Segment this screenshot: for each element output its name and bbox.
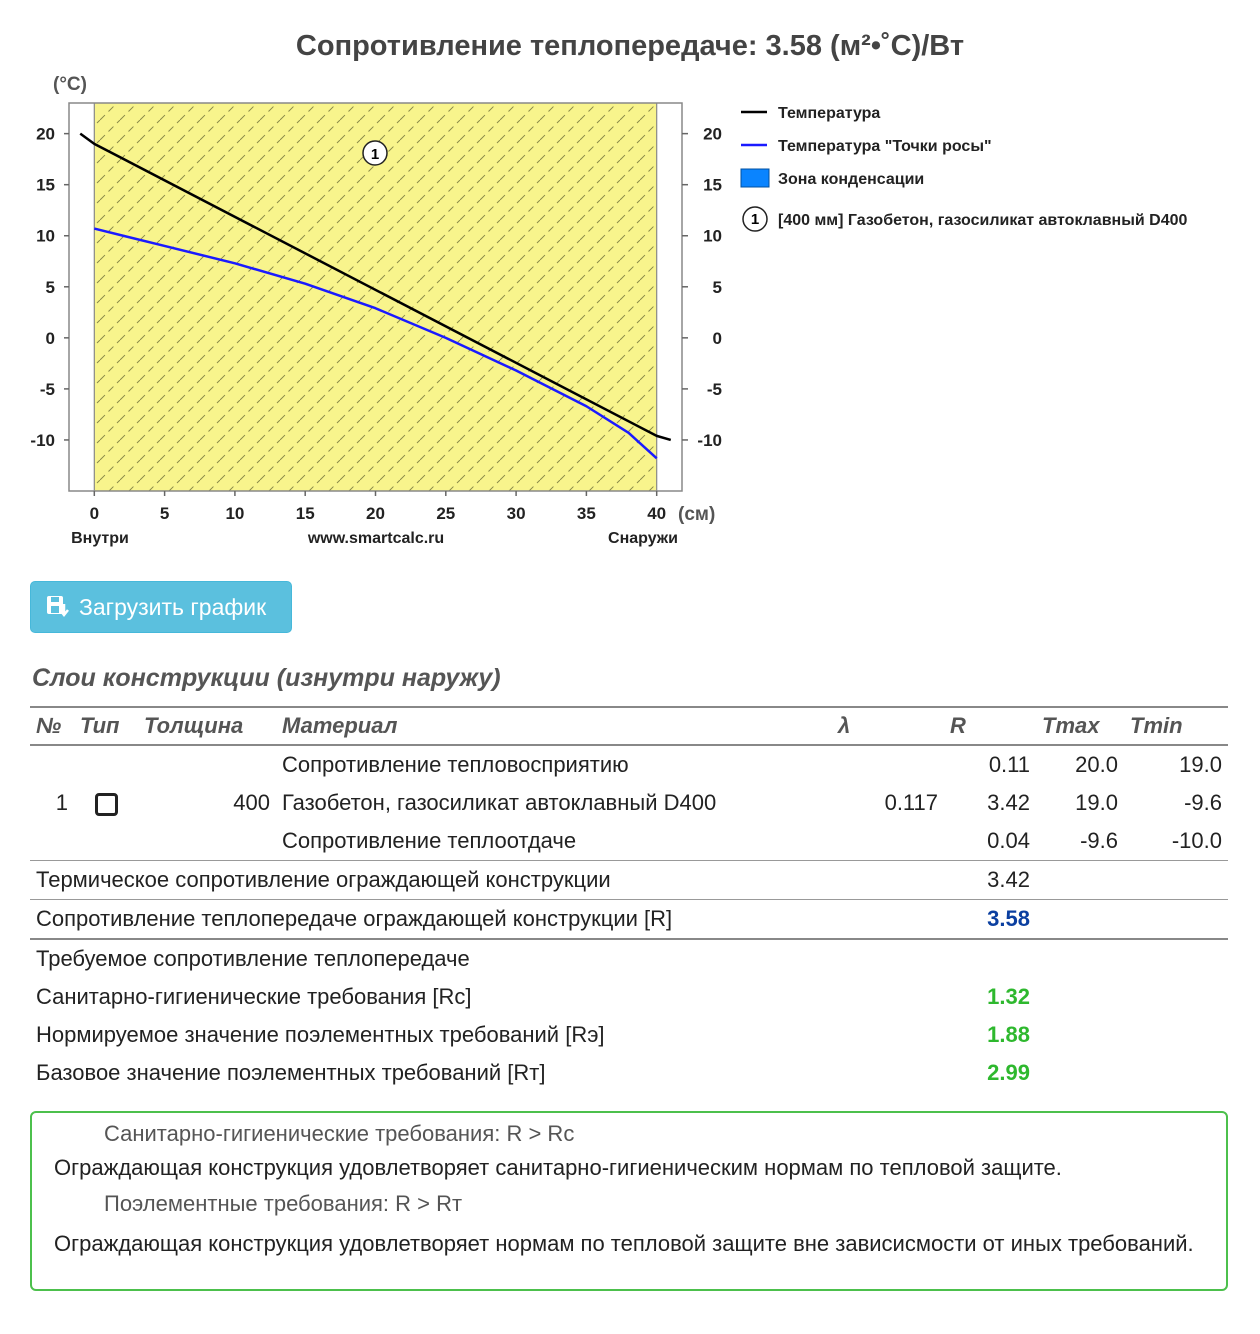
y-tick-label-left: 15 (36, 175, 55, 195)
download-chart-label: Загрузить график (79, 593, 267, 620)
x-tick-label: 40 (647, 504, 667, 523)
x-tick-label: 5 (159, 504, 170, 523)
layer-type-icon[interactable] (95, 793, 118, 816)
base-requirement-label: Базовое значение поэлементных требований [Rт] (36, 1060, 546, 1085)
y-tick-label-left: 20 (36, 124, 55, 144)
y-tick-label-right: 15 (703, 175, 722, 195)
temperature-chart (0, 0, 1260, 560)
sanitary-check: Санитарно-гигиенические требования: R > Rс (104, 1121, 575, 1146)
col-material: Материал (276, 707, 832, 745)
y-tick-label-left: -5 (39, 379, 55, 399)
row-tmax: 20.0 (1075, 752, 1118, 777)
row-r: 0.11 (988, 752, 1030, 777)
row-material: Сопротивление теплоотдаче (282, 828, 577, 853)
legend-box-swatch (741, 169, 769, 187)
row-thickness: 400 (233, 790, 270, 815)
row-tmin: 19.0 (1179, 752, 1222, 777)
row-tmax: -9.6 (1080, 828, 1118, 853)
x-tick-label: 20 (366, 504, 385, 523)
y-tick-label-left: 5 (45, 277, 55, 297)
base-requirement-value: 2.99 (987, 1060, 1030, 1085)
row-tmin: -9.6 (1184, 790, 1222, 815)
row-lambda (832, 822, 944, 861)
required-resistance-row (30, 939, 1228, 978)
table-header-row (30, 707, 1228, 745)
heat-transfer-resistance-label: Сопротивление теплопередаче ограждающей конструкции [R] (30, 900, 944, 940)
base-requirement-row (30, 1054, 1228, 1092)
row-tmin: -10.0 (1171, 828, 1222, 853)
chart-legend (741, 105, 1188, 231)
row-r: 0.04 (987, 828, 1030, 853)
y-tick-label-right: -5 (706, 379, 722, 399)
thermal-resistance-label: Термическое сопротивление ограждающей конструкции (30, 861, 944, 900)
legend-label: Температура "Точки росы" (778, 138, 992, 155)
x-tick-label: 30 (506, 504, 526, 523)
x-tick-label: 25 (436, 504, 456, 523)
layer-badge (363, 141, 387, 165)
col-tmax: Tmax (1036, 707, 1124, 745)
row-lambda (832, 745, 944, 784)
row-material: Газобетон, газосиликат автоклавный D400 (282, 790, 717, 815)
layers-section-title: Слои конструкции (изнутри наружу) (32, 664, 501, 692)
normative-requirement-row (30, 1016, 1228, 1054)
sanitary-requirement-label: Санитарно-гигиенические требования [Rс] (36, 984, 472, 1009)
thermal-resistance-value: 3.42 (944, 861, 1036, 900)
legend-label: Зона конденсации (778, 171, 925, 188)
y-tick-label-left: 0 (45, 328, 55, 348)
y-tick-label-right: -10 (697, 430, 722, 450)
y-tick-label-left: 10 (36, 226, 55, 246)
sanitary-result: Ограждающая конструкция удовлетворяет санитарно-гигиеническим нормам по тепловой защите. (54, 1155, 1062, 1180)
col-type: Тип (74, 707, 138, 745)
col-tmin: Tmin (1124, 707, 1228, 745)
y-tick-label-left: -10 (30, 430, 55, 450)
row-r: 3.42 (987, 790, 1030, 815)
thermal-resistance-row (30, 861, 1228, 900)
col-num: № (30, 707, 74, 745)
table-row (30, 745, 1228, 784)
floppy-download-icon (45, 594, 71, 620)
x-label-inside: Внутри (71, 530, 129, 547)
element-check: Поэлементные требования: R > Rт (104, 1191, 463, 1216)
legend-label: Температура (778, 105, 881, 122)
layers-table (30, 706, 1228, 1092)
x-tick-label: 35 (576, 504, 596, 523)
row-num: 1 (55, 790, 68, 815)
x-label-outside: Снаружи (608, 530, 678, 547)
legend-label: [400 мм] Газобетон, газосиликат автоклавный D400 (778, 212, 1188, 229)
chart-title: Сопротивление теплопередаче: 3.58 (м²•˚С)/Вт (295, 30, 965, 62)
normative-requirement-label: Нормируемое значение поэлементных требований [Rэ] (36, 1022, 605, 1047)
y-tick-label-right: 20 (703, 124, 722, 144)
table-row (30, 784, 1228, 822)
normative-requirement-value: 1.88 (987, 1022, 1030, 1047)
x-tick-label: 15 (295, 504, 315, 523)
row-thickness (138, 822, 276, 861)
site-url: www.smartcalc.ru (307, 530, 445, 547)
table-row (30, 822, 1228, 861)
legend-badge-number: 1 (750, 211, 760, 228)
col-r: R (944, 707, 1036, 745)
y-tick-label-right: 0 (712, 328, 722, 348)
element-result: Ограждающая конструкция удовлетворяет нормам по тепловой защите вне зависисмости от иных требований. (54, 1231, 1194, 1256)
row-lambda: 0.117 (884, 790, 938, 815)
sanitary-requirement-row (30, 978, 1228, 1016)
sanitary-requirement-value: 1.32 (987, 984, 1030, 1009)
x-tick-label: 0 (89, 504, 100, 523)
x-tick-label: 10 (225, 504, 245, 523)
y-tick-label-right: 10 (703, 226, 722, 246)
row-num (30, 822, 74, 861)
col-lambda: λ (832, 707, 944, 745)
results-panel (30, 1111, 1228, 1291)
row-material: Сопротивление тепловосприятию (282, 752, 629, 777)
row-tmax: 19.0 (1075, 790, 1118, 815)
x-axis-unit: (см) (678, 504, 716, 525)
required-resistance-label: Требуемое сопротивление теплопередаче (30, 939, 1228, 978)
y-axis-unit: (°С) (53, 74, 87, 95)
heat-transfer-resistance-row (30, 900, 1228, 940)
download-chart-button[interactable] (30, 581, 292, 633)
heat-transfer-resistance-value: 3.58 (944, 900, 1036, 940)
row-num (30, 745, 74, 784)
y-tick-label-right: 5 (712, 277, 722, 297)
row-thickness (138, 745, 276, 784)
col-thickness: Толщина (138, 707, 276, 745)
layer-badge-number: 1 (370, 146, 380, 163)
